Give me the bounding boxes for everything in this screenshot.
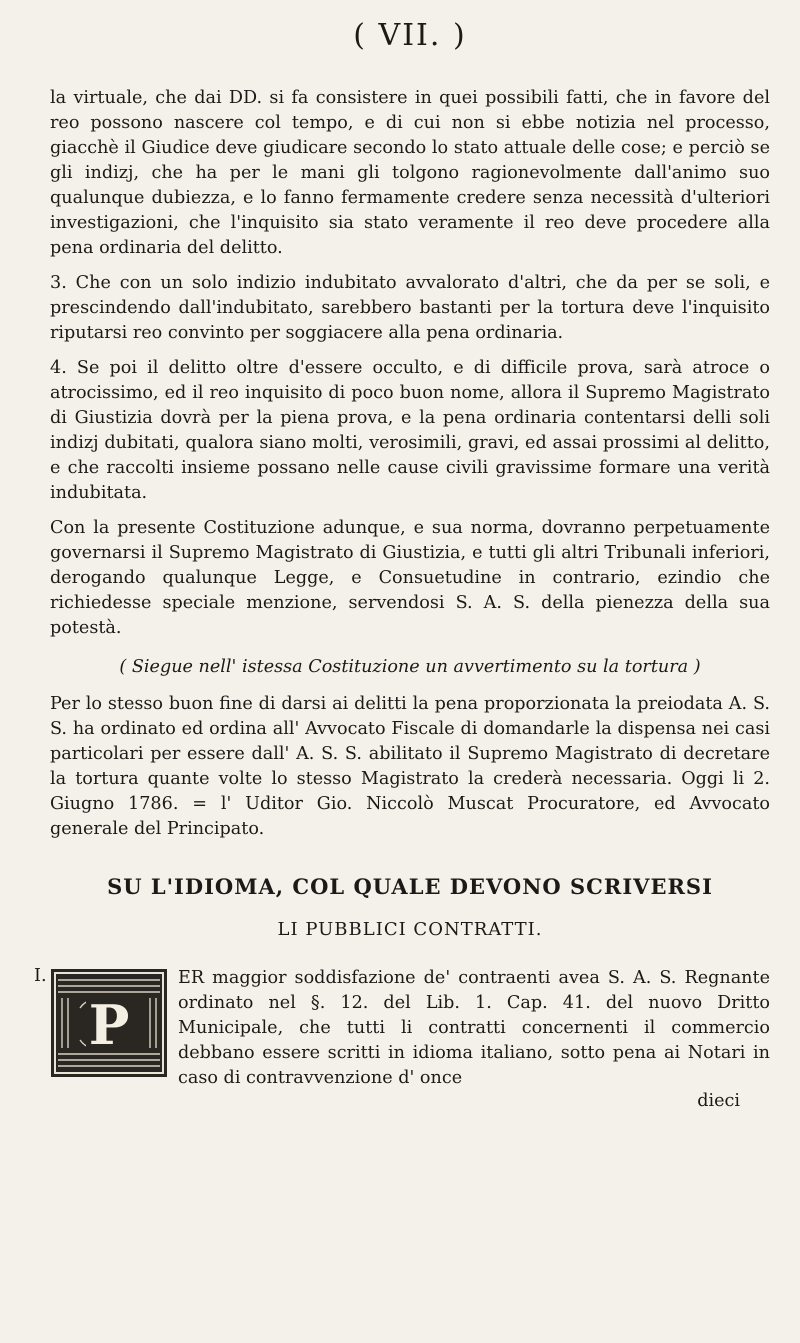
section-title: SU L'IDIOMA, COL QUALE DEVONO SCRIVERSI xyxy=(107,874,713,899)
section-subtitle: LI PUBBLICI CONTRATTI. xyxy=(277,919,543,940)
paragraph-2: 3. Che con un solo indizio indubitato avvalorato d'altri, che da per se soli, e prescindendo dall'indubitato, sarebbero bastanti per la tortura deve l'inquisito riputarsi reo convinto per soggiacere alla pena ordinaria. xyxy=(50,273,770,343)
page-number: ( VII. ) xyxy=(353,18,467,53)
initial-letter: P xyxy=(88,993,130,1057)
editorial-note: ( Siegue nell' istessa Costituzione un avvertimento su la tortura ) xyxy=(119,657,701,677)
paragraph-3: 4. Se poi il delitto oltre d'essere occulto, e di difficile prova, sarà atroce o atrocissimo, ed il reo inquisito di poco buon nome, allora il Supremo Magistrato di Giustizia dovrà per la piena prova, e la pena ordinaria contentarsi delli soli indizj dubitati, qualora siano molti, verosimili, gravi, ed assai prossimi al delitto, e che raccolti insieme possano nelle cause civili gravissime formare una verità indubitata. xyxy=(50,358,770,503)
section-marker: I. xyxy=(34,966,47,986)
catchword: dieci xyxy=(697,1091,740,1111)
section-text: ER maggior soddisfazione de' contraenti avea S. A. S. Regnante ordinato nel §. 12. del Lib. 1. Cap. 41. del nuovo Dritto Municipale, che tutti li contratti concernenti il commercio debbano essere scritti in idioma italiano, sotto pena ai Notari in caso di contravvenzione d' once xyxy=(178,968,770,1088)
decorated-initial-icon xyxy=(50,968,168,1078)
paragraph-5: Per lo stesso buon fine di darsi ai delitti la pena proporzionata la preiodata A. S. S. ha ordinato ed ordina all' Avvocato Fiscale di domandarle la dispensa nei casi particolari per essere dall' A. S. S. abilitato il Supremo Magistrato di decretare la tortura quante volte lo stesso Magistrato la crederà necessaria. Oggi li 2. Giugno 1786. = l' Uditor Gio. Niccolò Muscat Procuratore, ed Avvocato generale del Principato. xyxy=(50,694,770,839)
paragraph-4: Con la presente Costituzione adunque, e sua norma, dovranno perpetuamente governarsi il Supremo Magistrato di Giustizia, e tutti gli altri Tribunali inferiori, derogando qualunque Legge, e Consuetudine in contrario, ezindio che richiedesse speciale menzione, servendosi S. A. S. della pienezza della sua potestà. xyxy=(50,518,770,638)
section-body xyxy=(34,966,770,1091)
paragraph-1: la virtuale, che dai DD. si fa consistere in quei possibili fatti, che in favore del reo possono nascere col tempo, e di cui non si ebbe notizia nel processo, giacchè il Giudice deve giudicare secondo lo stato attuale delle cose; e perciò se gli indizj, che ha per le mani gli tolgono ragionevolmente dall'animo suo qualunque dubiezza, e lo fanno fermamente credere senza necessità d'ulteriori investigazioni, che l'inquisito sia stato veramente il reo deve procedere alla pena ordinaria del delitto. xyxy=(50,88,770,258)
